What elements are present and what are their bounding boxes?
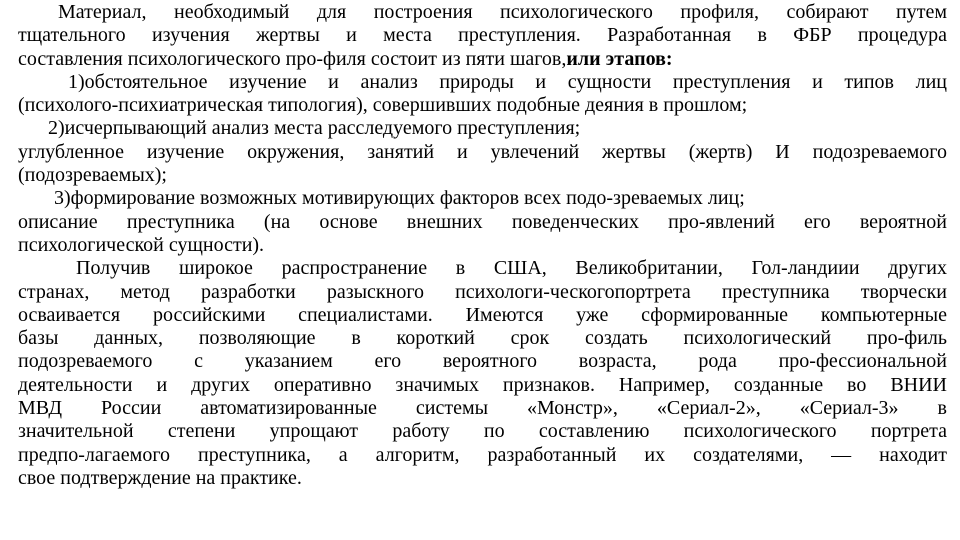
- text-line: осваивается российскими специалистами. Имеются уже сформированные компьютерные: [18, 303, 947, 326]
- text-line: 2)исчерпывающий анализ места расследуемого преступления;: [48, 117, 581, 140]
- text-line: Материал, необходимый для построения психологического профиля, собирают путем: [58, 1, 947, 23]
- text-line: описание преступника (на основе внешних поведенческих про-явлений его вероятной: [18, 210, 947, 233]
- text-line: Получив широкое распространение в США, Великобритании, Гол-ландиии других: [76, 257, 947, 280]
- text-line: психологической сущности).: [18, 233, 265, 256]
- text-line: свое подтверждение на практике.: [18, 466, 302, 489]
- document-page: [18, 1, 947, 490]
- text-line: базы данных, позволяющие в короткий срок создать психологический про-филь: [18, 327, 947, 350]
- text-line: МВД России автоматизированные системы «Монстр», «Сериал-2», «Сериал-3» в: [18, 397, 947, 420]
- text-line: странах, метод разработки разыскного психологи-ческогопортрета преступника творчески: [18, 280, 947, 303]
- text-line: предпо-лагаемого преступника, а алгоритм, разработанный их создателями, — находит: [18, 443, 947, 466]
- text-line: подозреваемого с указанием его вероятного возраста, рода про-фессиональной: [18, 350, 947, 373]
- text-line: (подозреваемых);: [18, 164, 167, 187]
- text-line: значительной степени упрощают работу по составлению психологического портрета: [18, 420, 947, 443]
- bold-phrase: или этапов:: [566, 47, 673, 70]
- text-line: 1)обстоятельное изучение и анализ природы и сущности преступления и типов лиц: [68, 70, 947, 93]
- text-line: (психолого-психиатрическая типология), совершивших подобные деяния в прошлом;: [18, 94, 748, 117]
- text-line: тщательного изучения жертвы и места преступления. Разработанная в ФБР процедура: [18, 24, 947, 47]
- text-line: деятельности и других оперативно значимых признаков. Например, созданные во ВНИИ: [18, 373, 947, 396]
- text-line: углубленное изучение окружения, занятий и увлечений жертвы (жертв) И подозреваемого: [18, 140, 947, 163]
- text-line: 3)формирование возможных мотивирующих факторов всех подо-зреваемых лиц;: [54, 187, 745, 210]
- text-fragment: составления психологического про-филя состоит из пяти шагов,: [18, 47, 567, 70]
- text-line: [18, 48, 947, 71]
